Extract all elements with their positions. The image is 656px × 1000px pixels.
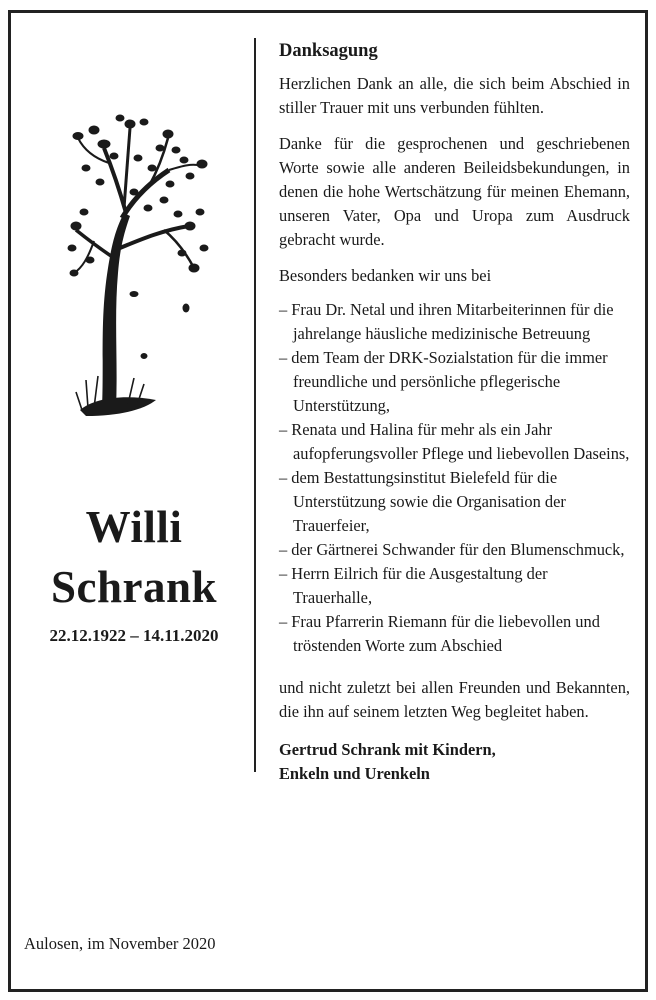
tree-icon xyxy=(64,108,214,428)
special-intro: Besonders bedanken wir uns bei xyxy=(279,266,492,285)
list-item: – der Gärtnerei Schwander für den Blumenschmuck, xyxy=(279,540,625,559)
list-item: – dem Bestattungsinstitut Bielefeld für die Unterstützung sowie die Organisation der Trauerfeier, xyxy=(279,468,566,535)
life-dates: 22.12.1922 – 14.11.2020 xyxy=(49,626,219,645)
thanks-intro: Herzlichen Dank an alle, die sich beim Abschied in stiller Trauer mit uns verbunden fühlten. xyxy=(279,74,630,117)
thanks-closing: und nicht zuletzt bei allen Freunden und Bekannten, die ihn auf seinem letzten Weg begleitet haben. xyxy=(279,678,630,721)
deceased-first-name: Willi xyxy=(85,502,183,552)
place-date: Aulosen, im November 2020 xyxy=(24,934,216,953)
deceased-last-name: Schrank xyxy=(50,562,218,612)
list-item: – Herrn Eilrich für die Ausgestaltung der Trauerhalle, xyxy=(279,564,548,607)
thanks-words: Danke für die gesprochenen und geschriebenen Worte sowie alle anderen Beileidsbekundungen, in denen die hohe Wertschätzung für meinen Ehemann, unseren Vater, Opa und Uropa zum Ausdruck gebracht wurde. xyxy=(279,134,630,249)
thanks-column xyxy=(279,38,630,786)
list-item: – dem Team der DRK-Sozialstation für die immer freundliche und persönliche pflegerische Unterstützung, xyxy=(279,348,608,415)
list-item: – Frau Pfarrerin Riemann für die liebevollen und tröstenden Worte zum Abschied xyxy=(279,612,600,655)
column-divider xyxy=(254,38,256,772)
signature-line-1: Gertrud Schrank mit Kindern, xyxy=(279,740,496,759)
thanks-heading: Danksagung xyxy=(279,41,378,61)
signature-line-2: Enkeln und Urenkeln xyxy=(279,764,430,783)
thanks-list xyxy=(279,298,630,658)
list-item: – Frau Dr. Netal und ihren Mitarbeiterinnen für die jahrelange häusliche medizinische Betreuung xyxy=(279,300,614,343)
list-item: – Renata und Halina für mehr als ein Jahr aufopferungsvoller Pflege und liebevollen Daseins, xyxy=(279,420,630,463)
